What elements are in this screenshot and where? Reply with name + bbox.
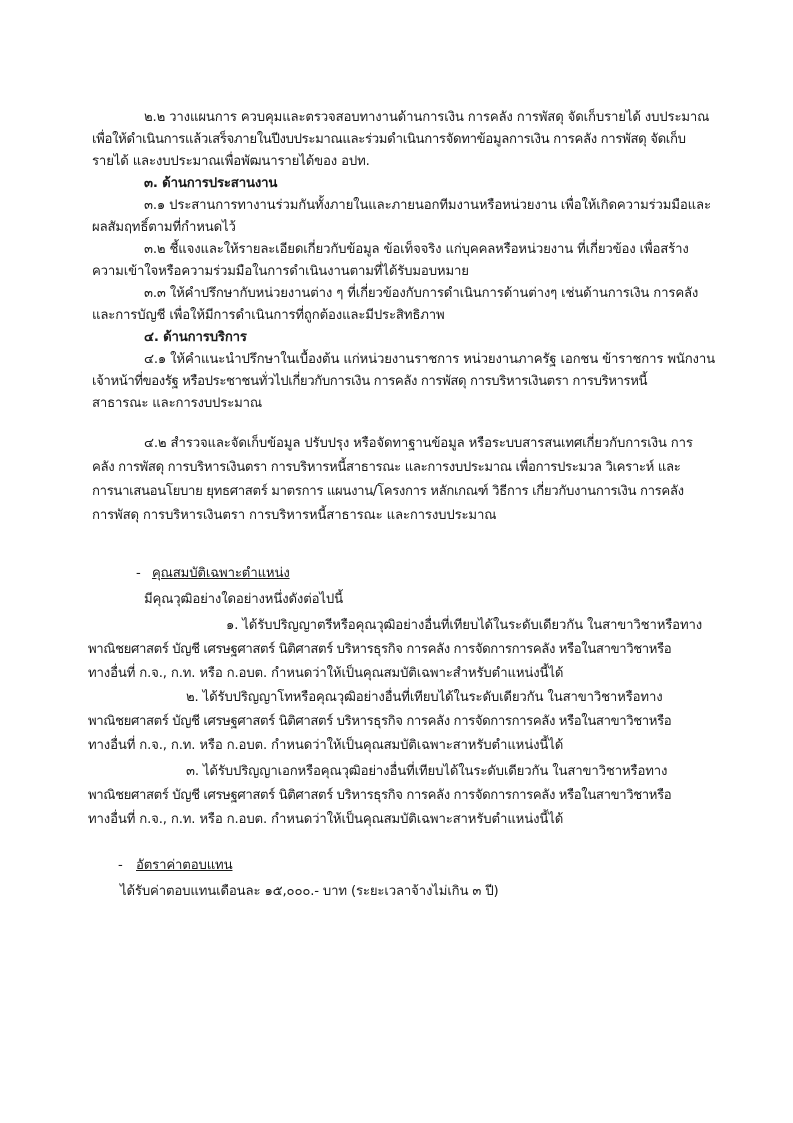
qualification-1-line-1: ๑. ได้รับปริญญาตรีหรือคุณวุฒิอย่างอื่นที่เทียบได้ในระดับเดียวกัน ในสาขาวิชาหรือทาง	[226, 618, 703, 633]
qualification-2-line-2: พาณิชยศาสตร์ บัญชี เศรษฐศาสตร์ นิติศาสตร์ บริหารธุรกิจ การคลัง การจัดการการคลัง หรือในสาขาวิชาหรือ	[88, 714, 672, 729]
section-4-1-line-2: เจ้าหน้าที่ของรัฐ หรือประชาชนทั่วไปเกี่ยวกับการเงิน การคลัง การพัสดุ การบริหารเงินตรา การบริหารหนี้	[92, 374, 648, 389]
qualifications-heading: คุณสมบัติเฉพาะตำแหน่ง	[152, 566, 290, 581]
section-4-2-line-1: ๔.๒ สำรวจและจัดเก็บข้อมูล ปรับปรุง หรือจัดทาฐานข้อมูล หรือระบบสารสนเทศเกี่ยวกับการเงิน การ	[144, 436, 693, 451]
section-2-2-line-2: เพื่อให้ดำเนินการแล้วเสร็จภายในปีงบประมาณและร่วมดำเนินการจัดทาข้อมูลการเงิน การคลัง การพัสดุ จัดเก็บ	[92, 132, 686, 147]
section-4-heading: ๔. ด้านการบริการ	[144, 330, 247, 345]
section-4-1-line-3: สาธารณะ และการงบประมาณ	[92, 396, 263, 411]
section-3-2-line-1: ๓.๒ ชี้แจงและให้รายละเอียดเกี่ยวกับข้อมูล ข้อเท็จจริง แก่บุคคลหรือหน่วยงาน ที่เกี่ยวข้อง เพื่อสร้าง	[144, 242, 689, 257]
section-4-2-line-4: การพัสดุ การบริหารเงินตรา การบริหารหนี้สาธารณะ และการงบประมาณ	[92, 508, 497, 523]
qualifications-intro: มีคุณวุฒิอย่างใดอย่างหนึ่งดังต่อไปนี้	[144, 592, 343, 607]
section-3-3-line-2: และการบัญชี เพื่อให้มีการดำเนินการที่ถูกต้องและมีประสิทธิภาพ	[92, 308, 445, 323]
section-4-1-line-1: ๔.๑ ให้คำแนะนำปรึกษาในเบื้องต้น แก่หน่วยงานราชการ หน่วยงานภาครัฐ เอกชน ข้าราชการ พนักงาน	[144, 352, 715, 367]
compensation-bullet: -	[118, 858, 123, 873]
compensation-heading: อัตราค่าตอบแทน	[136, 858, 233, 873]
qualification-2-line-3: ทางอื่นที่ ก.จ., ก.ท. หรือ ก.อบต. กำหนดว่าให้เป็นคุณสมบัติเฉพาะสาหรับตำแหน่งนี้ได้	[88, 738, 564, 753]
qualification-2-line-1: ๒. ได้รับปริญญาโทหรือคุณวุฒิอย่างอื่นที่เทียบได้ในระดับเดียวกัน ในสาขาวิชาหรือทาง	[186, 690, 663, 705]
qualification-3-line-2: พาณิชยศาสตร์ บัญชี เศรษฐศาสตร์ นิติศาสตร์ บริหารธุรกิจ การคลัง การจัดการการคลัง หรือในสาขาวิชาหรือ	[88, 788, 672, 803]
section-4-2-line-2: คลัง การพัสดุ การบริหารเงินตรา การบริหารหนี้สาธารณะ และการงบประมาณ เพื่อการประมวล วิเคราะห์ และ	[92, 460, 681, 475]
section-2-2-line-3: รายได้ และงบประมาณเพื่อพัฒนารายได้ของ อปท.	[92, 154, 370, 169]
qualification-3-line-1: ๓. ได้รับปริญญาเอกหรือคุณวุฒิอย่างอื่นที่เทียบได้ในระดับเดียวกัน ในสาขาวิชาหรือทาง	[186, 764, 668, 779]
section-3-3-line-1: ๓.๓ ให้คำปรึกษากับหน่วยงานต่าง ๆ ที่เกี่ยวข้องกับการดำเนินการด้านต่างๆ เช่นด้านการเงิน การคลัง	[144, 286, 699, 301]
section-4-2-line-3: การนาเสนอนโยบาย ยุทธศาสตร์ มาตรการ แผนงาน/โครงการ หลักเกณฑ์ วิธีการ เกี่ยวกับงานการเงิน การคลัง	[92, 484, 684, 499]
qualification-1-line-3: ทางอื่นที่ ก.จ., ก.ท. หรือ ก.อบต. กำหนดว่าให้เป็นคุณสมบัติเฉพาะสำหรับตำแหน่งนี้ได้	[88, 666, 564, 681]
section-2-2-line-1: ๒.๒ วางแผนการ ควบคุมและตรวจสอบทางานด้านการเงิน การคลัง การพัสดุ จัดเก็บรายได้ งบประมาณ	[144, 110, 710, 125]
qualification-3-line-3: ทางอื่นที่ ก.จ., ก.ท. หรือ ก.อบต. กำหนดว่าให้เป็นคุณสมบัติเฉพาะสาหรับตำแหน่งนี้ได้	[88, 812, 564, 827]
section-3-1-line-2: ผลสัมฤทธิ์ตามที่กำหนดไว้	[92, 220, 236, 235]
section-3-2-line-2: ความเข้าใจหรือความร่วมมือในการดำเนินงานตามที่ได้รับมอบหมาย	[92, 264, 469, 279]
qualifications-bullet: -	[136, 566, 141, 581]
section-3-1-line-1: ๓.๑ ประสานการทางานร่วมกันทั้งภายในและภายนอกทีมงานหรือหน่วยงาน เพื่อให้เกิดความร่วมมือและ	[144, 198, 711, 213]
qualification-1-line-2: พาณิชยศาสตร์ บัญชี เศรษฐศาสตร์ นิติศาสตร์ บริหารธุรกิจ การคลัง การจัดการการคลัง หรือในสาขาวิชาหรือ	[88, 642, 672, 657]
compensation-text: ได้รับค่าตอบแทนเดือนละ ๑๕,๐๐๐.- บาท (ระยะเวลาจ้างไม่เกิน ๓ ปี)	[120, 884, 499, 899]
section-3-heading: ๓. ด้านการประสานงาน	[144, 176, 278, 191]
